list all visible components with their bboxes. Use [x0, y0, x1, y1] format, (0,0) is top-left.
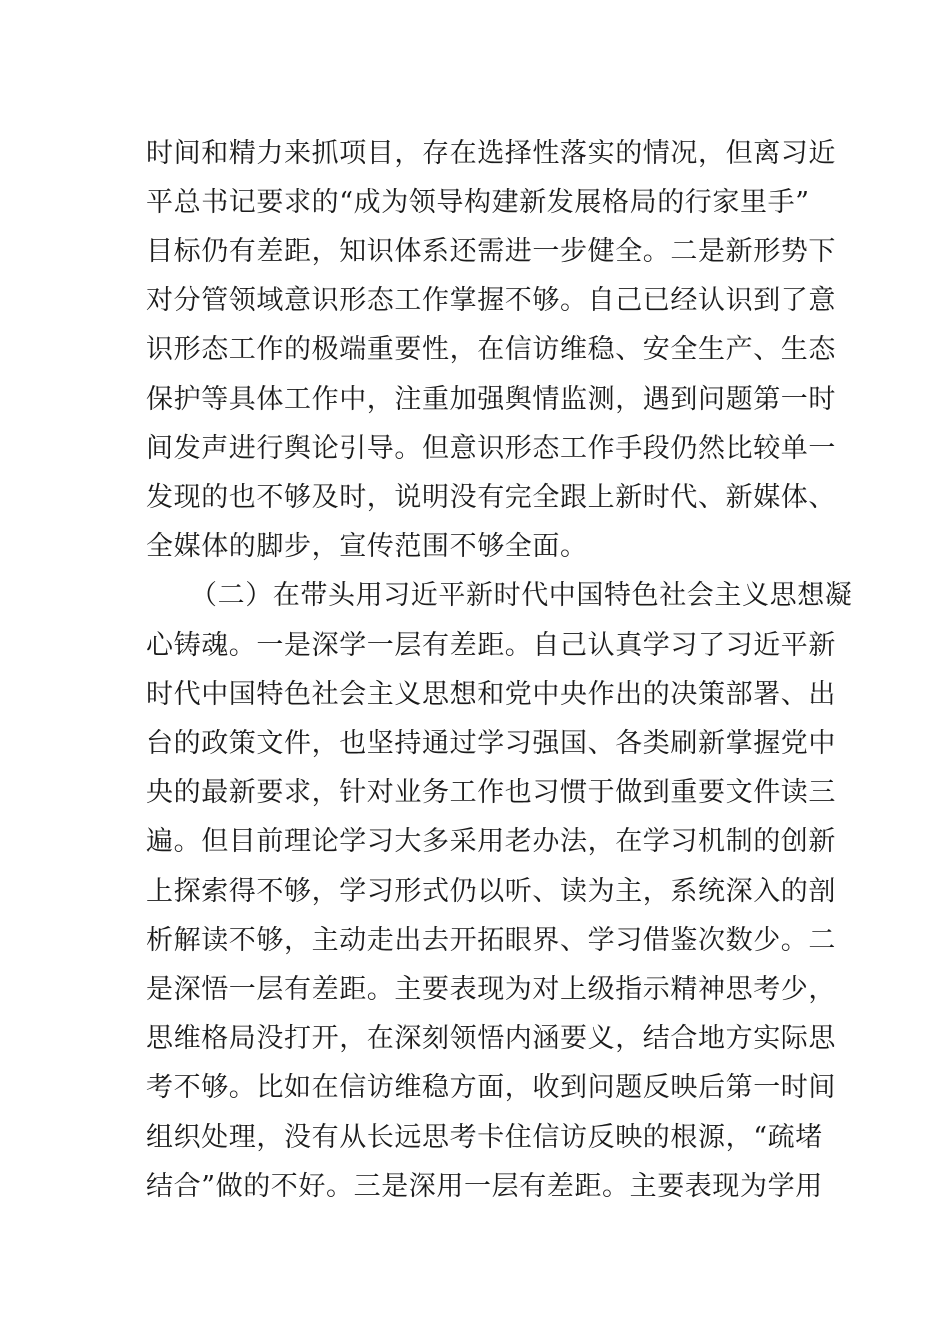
text-line: 央的最新要求，针对业务工作也习惯于做到重要文件读三	[146, 777, 836, 808]
text-line: 时间和精力来抓项目，存在选择性落实的情况，但离习近	[146, 138, 836, 169]
text-line: 组织处理，没有从长远思考卡住信访反映的根源，“疏堵	[146, 1122, 823, 1153]
text-line: 保护等具体工作中，注重加强舆情监测，遇到问题第一时	[146, 384, 836, 415]
text-line: 对分管领域意识形态工作掌握不够。自己已经认识到了意	[146, 285, 836, 316]
text-line: 思维格局没打开，在深刻领悟内涵要义，结合地方实际思	[146, 1023, 836, 1054]
text-line: 间发声进行舆论引导。但意识形态工作手段仍然比较单一	[146, 433, 836, 464]
section-heading-line: （二）在带头用习近平新时代中国特色社会主义思想凝	[190, 580, 853, 611]
text-line: 遍。但目前理论学习大多采用老办法，在学习机制的创新	[146, 826, 836, 857]
text-line: 发现的也不够及时，说明没有完全跟上新时代、新媒体、	[146, 482, 836, 513]
text-line: 心铸魂。一是深学一层有差距。自己认真学习了习近平新	[146, 630, 836, 661]
text-line: 平总书记要求的“成为领导构建新发展格局的行家里手”	[146, 187, 810, 218]
text-line: 全媒体的脚步，宣传范围不够全面。	[146, 531, 588, 562]
text-line: 目标仍有差距，知识体系还需进一步健全。二是新形势下	[146, 236, 836, 267]
text-line: 是深悟一层有差距。主要表现为对上级指示精神思考少，	[146, 974, 836, 1005]
text-line: 析解读不够，主动走出去开拓眼界、学习借鉴次数少。二	[146, 925, 836, 956]
text-line: 考不够。比如在信访维稳方面，收到问题反映后第一时间	[146, 1072, 836, 1103]
text-line: 时代中国特色社会主义思想和党中央作出的决策部署、出	[146, 679, 836, 710]
text-line: 上探索得不够，学习形式仍以听、读为主，系统深入的剖	[146, 876, 836, 907]
text-line: 识形态工作的极端重要性，在信访维稳、安全生产、生态	[146, 334, 836, 365]
text-line: 台的政策文件，也坚持通过学习强国、各类刷新掌握党中	[146, 728, 836, 759]
text-line: 结合”做的不好。三是深用一层有差距。主要表现为学用	[146, 1171, 823, 1202]
